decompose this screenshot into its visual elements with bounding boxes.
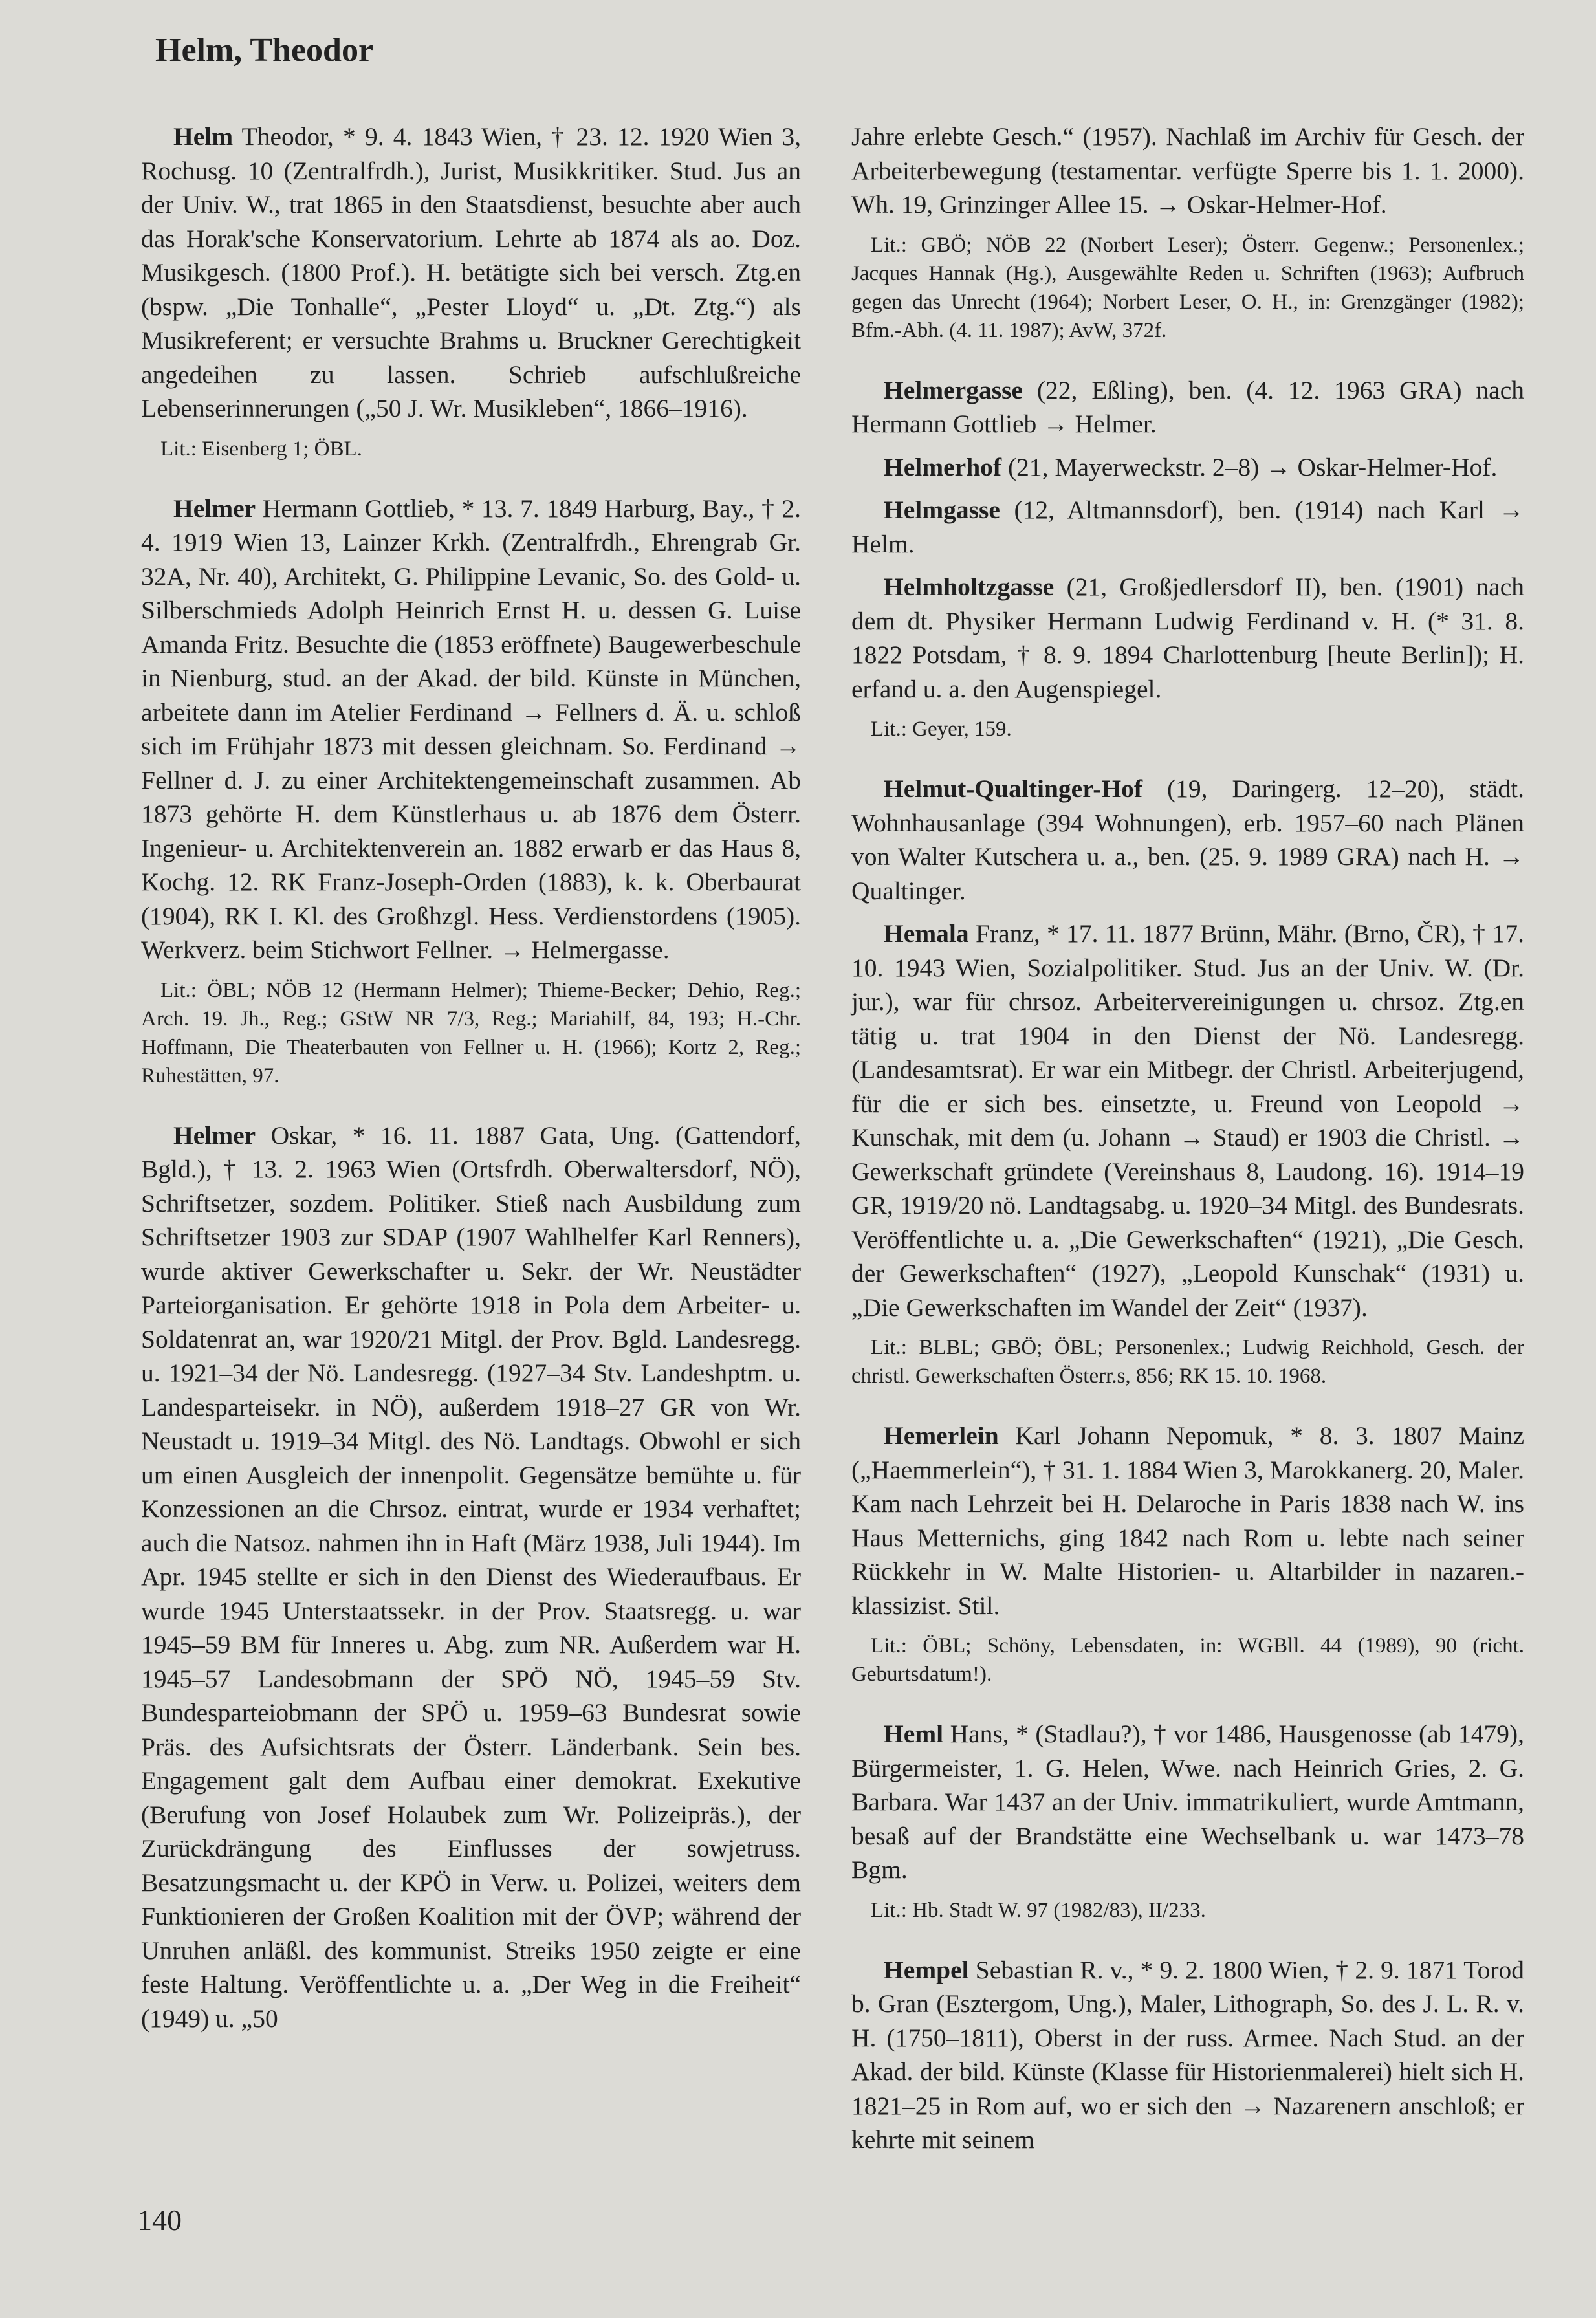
entry-text: Karl Johann Nepomuk, * 8. 3. 1807 Mainz („Haemmerlein“), † 31. 1. 1884 Wien 3, Marokkanerg. 20, Maler. Kam nach Lehrzeit bei H. Delaroche in Paris 1838 nach W. ins Haus Metternichs, ging 1842 nach Rom u. lebte nach seiner Rückkehr in W. Malte Historien- u. Altarbilder in nazaren.-klassizist. Stil. [851,1421,1524,1620]
page-number: 140 [137,2203,182,2236]
headword: Helmholtzgasse [884,573,1055,601]
entry-helmergasse [851,373,1524,441]
literature-note: Lit.: BLBL; GBÖ; ÖBL; Personenlex.; Ludwig Reichhold, Gesch. der christl. Gewerkschaften Österr.s, 856; RK 15. 10. 1968. [851,1336,1524,1388]
entry-helmerhof [851,450,1524,485]
right-column [851,120,1524,2166]
headword: Helmer [173,494,256,523]
entry-hemala [851,917,1524,1324]
headword: Heml [884,1720,944,1748]
entry-text: (21, Großjedlersdorf II), ben. (1901) nach dem dt. Physiker Hermann Ludwig Ferdinand v. H. (* 31. 8. 1822 Potsdam, † 8. 9. 1894 Charlottenburg [heute Berlin]); H. erfand u. a. den Augenspiegel. [851,573,1524,703]
headword: Hempel [884,1955,969,1984]
headword: Hemerlein [884,1421,999,1450]
entry-helmer-hermann [141,492,801,967]
headword: Helmerhof [884,452,1002,481]
entry-continuation: Jahre erlebte Gesch.“ (1957). Nachlaß im Archiv für Gesch. der Arbeiterbewegung (testamentar. verfügte Sperre bis 1. 1. 2000). Wh. 19, Grinzinger Allee 15. → Oskar-Helmer-Hof. [851,122,1524,219]
headword: Helmgasse [884,496,1000,524]
left-column [141,120,801,2044]
entry-helmer-oskar [141,1119,801,2036]
literature-note: Lit.: Hb. Stadt W. 97 (1982/83), II/233. [871,1898,1206,1922]
entry-hemerlein [851,1419,1524,1623]
entry-helmgasse [851,493,1524,561]
entry-text: Franz, * 17. 11. 1877 Brünn, Mähr. (Brno, ČR), † 17. 10. 1943 Wien, Sozialpolitiker. Stud. Jus an der Univ. W. (Dr. jur.), war für chrsoz. Arbeitervereinigungen u. chrsoz. Ztg.en tätig u. trat 1904 in den Dienst der Nö. Landesregg. (Landesamtsrat). Er war ein Mitbegr. der Christl. Arbeiterjugend, für die er sich bes. einsetzte, u. Freund von Leopold → Kunschak, mit dem (u. Johann → Staud) er 1903 die Christl. → Gewerkschaft gründete (Vereinshaus 8, Laudong. 16). 1914–19 GR, 1919/20 nö. Landtagsabg. u. 1920–34 Mitgl. des Bundesrats. Veröffentlichte u. a. „Die Gewerkschaften“ (1921), „Die Gesch. der Gewerkschaften“ (1927), „Leopold Kunschak“ (1931) u. „Die Gewerkschaften im Wandel der Zeit“ (1937). [851,919,1524,1322]
literature-note: Lit.: Eisenberg 1; ÖBL. [160,437,362,461]
entry-hempel [851,1953,1524,2157]
literature-note: Lit.: GBÖ; NÖB 22 (Norbert Leser); Österr. Gegenw.; Personenlex.; Jacques Hannak (Hg.), Ausgewählte Reden u. Schriften (1963); Aufbruch gegen das Unrecht (1964); Norbert Leser, O. H., in: Grenzgänger (1982); Bfm.-Abh. (4. 11. 1987); AvW, 372f. [851,233,1524,342]
entry-text: (12, Altmannsdorf), ben. (1914) nach Karl → Helm. [851,496,1524,558]
running-head: Helm, Theodor [155,32,374,69]
entry-text: Hermann Gottlieb, * 13. 7. 1849 Harburg, Bay., † 2. 4. 1919 Wien 13, Lainzer Krkh. (Zentralfrdh., Ehrengrab Gr. 32A, Nr. 40), Architekt, G. Philippine Levanic, So. des Gold- u. Silberschmieds Adolph Heinrich Ernst H. u. dessen G. Luise Amanda Fritz. Besuchte die (1853 eröffnete) Baugewerbeschule in Nienburg, stud. an der Akad. der bild. Künste in München, arbeitete dann im Atelier Ferdinand → Fellners d. Ä. u. schloß sich im Frühjahr 1873 mit dessen gleichnam. So. Ferdinand → Fellner d. J. zu einer Architektengemeinschaft zusammen. Ab 1873 gehörte H. dem Künstlerhaus u. ab 1876 dem Österr. Ingenieur- u. Architektenverein an. 1882 erwarb er das Haus 8, Kochg. 12. RK Franz-Joseph-Orden (1883), k. k. Oberbaurat (1904), RK I. Kl. des Großhzgl. Hess. Verdienstordens (1905). Werkverz. beim Stichwort Fellner. → Helmergasse. [141,494,801,964]
entry-text: (21, Mayerweckstr. 2–8) → Oskar-Helmer-Hof. [1001,452,1498,481]
literature-note: Lit.: Geyer, 159. [871,717,1012,741]
literature-note: Lit.: ÖBL; NÖB 12 (Hermann Helmer); Thieme-Becker; Dehio, Reg.; Arch. 19. Jh., Reg.; GStW NR 7/3, Reg.; Mariahilf, 84, 193; H.-Chr. Hoffmann, Die Theaterbauten von Fellner u. H. (1966); Kortz 2, Reg.; Ruhestätten, 97. [141,978,801,1088]
entry-text: Sebastian R. v., * 9. 2. 1800 Wien, † 2. 9. 1871 Torod b. Gran (Esztergom, Ung.), Maler, Lithograph, So. des J. L. R. v. H. (1750–1811), Oberst in der russ. Armee. Nach Stud. an der Akad. der bild. Künste (Klasse für Historienmalerei) hielt sich H. 1821–25 in Rom auf, wo er sich den → Nazarenern anschloß; er kehrte mit seinem [851,1955,1524,2154]
literature-note: Lit.: ÖBL; Schöny, Lebensdaten, in: WGBll. 44 (1989), 90 (richt. Geburtsdatum!). [851,1634,1524,1686]
entry-text: (22, Eßling), ben. (4. 12. 1963 GRA) nach Hermann Gottlieb → Helmer. [851,375,1524,438]
headword: Helmer [173,1121,256,1150]
entry-text: (19, Daringerg. 12–20), städt. Wohnhausanlage (394 Wohnungen), erb. 1957–60 nach Plänen von Walter Kutschera u. a., ben. (25. 9. 1989 GRA) nach H. → Qualtinger. [851,774,1524,905]
entry-text: Theodor, * 9. 4. 1843 Wien, † 23. 12. 1920 Wien 3, Rochusg. 10 (Zentralfrdh.), Jurist, Musikkritiker. Stud. Jus an der Univ. W., trat 1865 in den Staatsdienst, besuchte aber auch das Horak'sche Konservatorium. Lehrte ab 1874 als ao. Doz. Musikgesch. (1800 Prof.). H. betätigte sich bei versch. Ztg.en (bspw. „Die Tonhalle“, „Pester Lloyd“ u. „Dt. Ztg.“) als Musikreferent; er versuchte Brahms u. Bruckner Gerechtigkeit angedeihen zu lassen. Schrieb aufschlußreiche Lebenserinnerungen („50 J. Wr. Musikleben“, 1866–1916). [141,122,801,422]
entry-helmholtzgasse [851,570,1524,706]
entry-helm-theodor [141,120,801,426]
entry-helmut-qualtinger-hof [851,772,1524,908]
headword: Helmergasse [884,375,1023,404]
headword: Hemala [884,919,969,948]
headword: Helmut-Qualtinger-Hof [884,774,1143,803]
entry-text: Hans, * (Stadlau?), † vor 1486, Hausgenosse (ab 1479), Bürgermeister, 1. G. Helen, Wwe. nach Heinrich Gries, 2. G. Barbara. War 1437 an der Univ. immatrikuliert, wurde Amtmann, besaß auf der Brandstätte eine Wechselbank u. war 1473–78 Bgm. [851,1720,1524,1884]
entry-text: Oskar, * 16. 11. 1887 Gata, Ung. (Gattendorf, Bgld.), † 13. 2. 1963 Wien (Ortsfrdh. Oberwaltersdorf, NÖ), Schriftsetzer, sozdem. Politiker. Stieß nach Ausbildung zum Schriftsetzer 1903 zur SDAP (1907 Wahlhelfer Karl Renners), wurde aktiver Gewerkschafter u. Sekr. der Wr. Neustädter Parteiorganisation. Er gehörte 1918 in Pola dem Arbeiter- u. Soldatenrat an, war 1920/21 Mitgl. der Prov. Bgld. Landesregg. u. 1921–34 der Nö. Landesregg. (1927–34 Stv. Landeshptm. u. Landesparteisekr. in NÖ), außerdem 1918–27 GR von Wr. Neustadt u. 1919–34 Mitgl. des Nö. Landtags. Obwohl er sich um einen Ausgleich der innenpolit. Gegensätze bemühte u. für Konzessionen an die Chrsoz. eintrat, wurde er 1934 verhaftet; auch die Natsoz. nahmen ihn in Haft (März 1938, Juli 1944). Im Apr. 1945 stellte er sich in den Dienst des Wiederaufbaus. Er wurde 1945 Unterstaatssekr. in der Prov. Staatsregg. u. war 1945–59 BM für Inneres u. Abg. zum NR. Außerdem war H. 1945–57 Landesobmann der SPÖ NÖ, 1945–59 Stv. Bundesparteiobmann der SPÖ u. 1959–63 Bundesrat sowie Präs. des Aufsichtsrats der Österr. Länderbank. Sein bes. Engagement galt dem Aufbau einer demokrat. Exekutive (Berufung von Josef Holaubek zum Wr. Polizeipräs.), der Zurückdrängung des Einflusses der sowjetruss. Besatzungsmacht u. der KPÖ in Verw. u. Polizei, weiters dem Funktionieren der Großen Koalition mit der ÖVP; während der Unruhen anläßl. des kommunist. Streiks 1950 zeigte er eine feste Haltung. Veröffentlichte u. a. „Der Weg in die Freiheit“ (1949) u. „50 [141,1121,801,2033]
headword: Helm [173,122,234,151]
entry-heml [851,1717,1524,1887]
